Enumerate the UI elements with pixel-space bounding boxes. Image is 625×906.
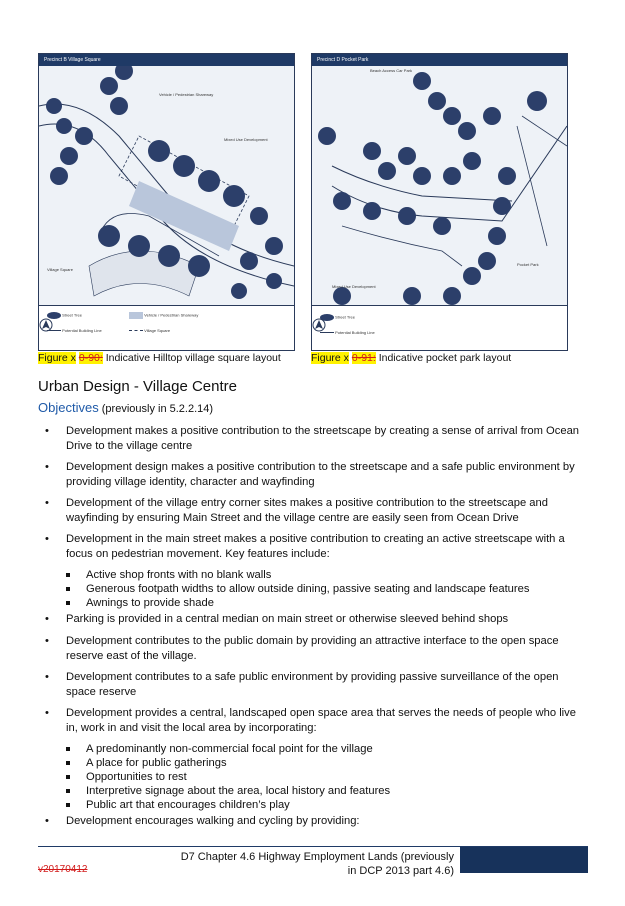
legend-village-square: Village Square	[129, 328, 170, 333]
figure-village-square	[38, 53, 295, 351]
legend-building-line: Potential Building Line	[320, 330, 375, 335]
footer-version: v20170412	[38, 864, 88, 875]
north-arrow-icon	[39, 318, 53, 332]
caption-right: Figure x 0-91: Indicative pocket park layout	[311, 352, 512, 364]
label-vehicle: Vehicle / Pedestrian Shareway	[159, 92, 214, 97]
legend-shareway: Vehicle / Pedestrian Shareway	[129, 312, 198, 319]
label-mixed-use: Mixed Use Development	[224, 137, 268, 142]
north-arrow-icon	[312, 318, 326, 332]
figure-pocket-park	[311, 53, 568, 351]
label-village-square: Village Square	[47, 267, 73, 272]
figure-header: Precinct B Village Square	[39, 54, 294, 66]
figure-legend	[39, 305, 294, 350]
label-mixed-use: Mixed Use Development	[332, 284, 376, 289]
village-square-map	[39, 66, 294, 306]
legend-street-tree: Street Tree	[320, 314, 355, 321]
objectives-heading: Objectives (previously in 5.2.2.14)	[38, 400, 214, 415]
caption-left: Figure x 0-90: Indicative Hilltop village square layout	[38, 352, 281, 364]
label-car-park: Beach Access Car Park	[370, 68, 413, 73]
footer-title: D7 Chapter 4.6 Highway Employment Lands (previously in DCP 2013 part 4.6)	[180, 851, 454, 877]
label-pocket-park: Pocket Park	[517, 262, 539, 267]
pocket-park-map	[312, 66, 567, 306]
legend-street-tree: Street Tree	[47, 312, 82, 319]
figure-header: Precinct D Pocket Park	[312, 54, 567, 66]
figure-legend	[312, 305, 567, 350]
section-heading: Urban Design - Village Centre	[38, 378, 237, 395]
legend-building-line: Potential Building Line	[47, 328, 102, 333]
footer-band	[460, 847, 588, 873]
